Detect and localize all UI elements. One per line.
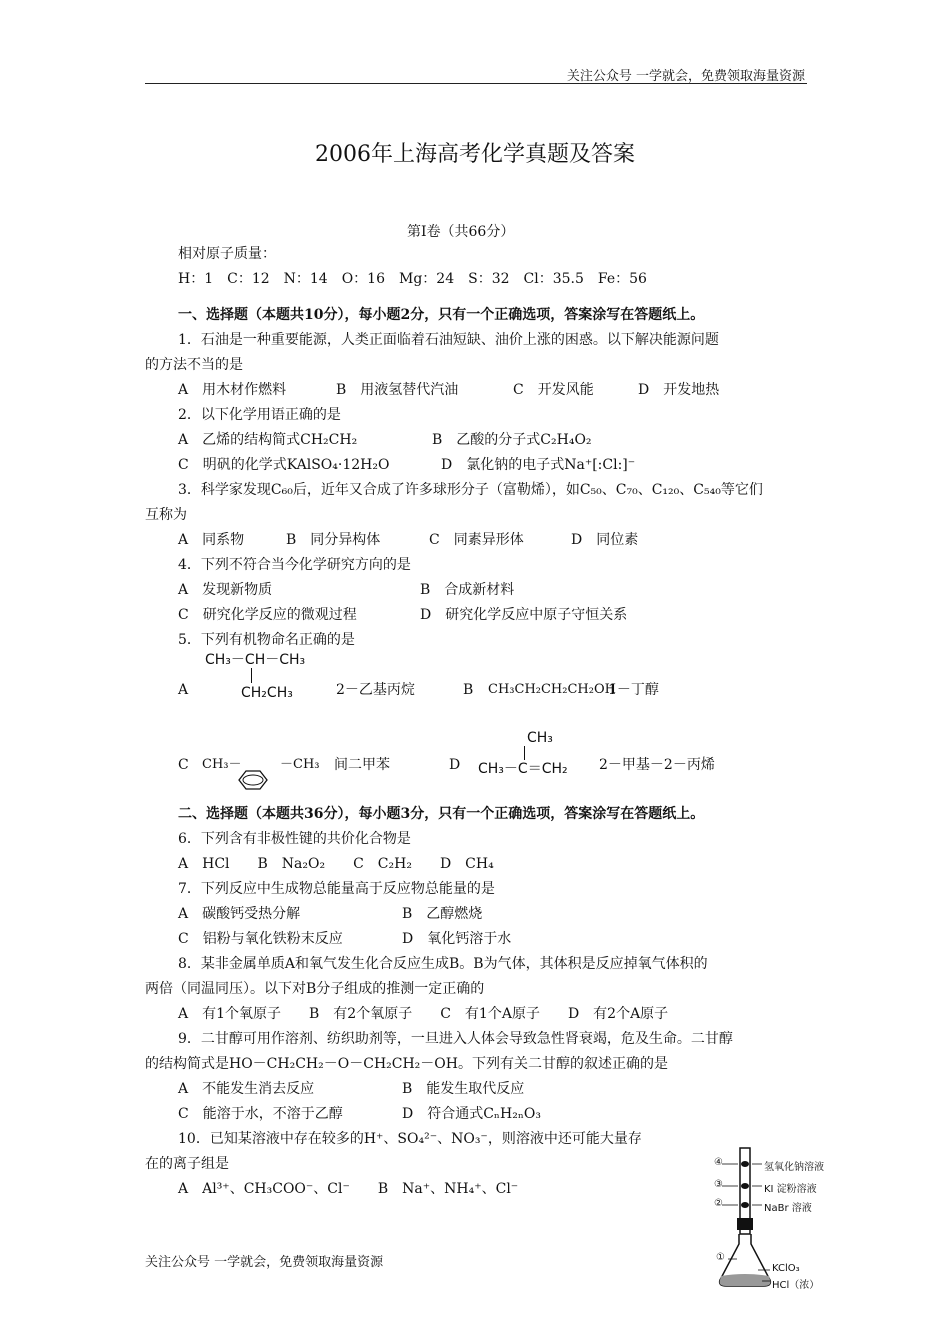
q4-option-c: C 研究化学反应的微观过程 — [178, 607, 357, 623]
diagram-label-1: ① — [716, 1252, 725, 1263]
q7-option-b: B 乙醇燃烧 — [402, 906, 483, 922]
q10-stem: 10．已知某溶液中存在较多的H⁺、SO₄²⁻、NO₃⁻，则溶液中还可能大量存 — [178, 1131, 642, 1147]
q5a-struct-top: CH₃－CH－CH₃ — [205, 652, 306, 668]
atomic-mass-values: H：1 C：12 N：14 O：16 Mg：24 S：32 Cl：35.5 Fe：56 — [178, 271, 647, 287]
q1-option-d: D 开发地热 — [638, 382, 720, 398]
q7-option-a: A 碳酸钙受热分解 — [178, 906, 301, 922]
q5-c-letter: C — [178, 757, 189, 773]
part2-heading: 二、选择题（本题共36分），每小题3分，只有一个正确选项，答案涂写在答题纸上。 — [178, 806, 705, 822]
page-title: 2006年上海高考化学真题及答案 — [315, 142, 635, 167]
q5-c-right: －CH₃ — [280, 757, 320, 772]
q9-stem: 9．二甘醇可用作溶剂、纺织助剂等，一旦进入人体会导致急性肾衰竭，危及生命。二甘醇 — [178, 1031, 733, 1047]
q5-b-formula: CH₃CH₂CH₂CH₂OH — [488, 682, 616, 697]
q5a-struct-bottom: CH₂CH₃ — [241, 685, 293, 701]
q6-stem: 6．下列含有非极性键的共价化合物是 — [178, 831, 411, 847]
q8-options: A 有1个氧原子 B 有2个氧原子 C 有1个A原子 D 有2个A原子 — [178, 1006, 669, 1022]
q1-stem-cont: 的方法不当的是 — [145, 357, 243, 373]
diagram-label-3: ③ — [714, 1179, 723, 1190]
q8-stem: 8．某非金属单质A和氧气发生化合反应生成B。B为气体，其体积是反应掉氧气体积的 — [178, 956, 708, 972]
q8-stem-cont: 两倍（同温同压）。以下对B分子组成的推测一定正确的 — [145, 981, 485, 997]
q4-stem: 4．下列不符合当今化学研究方向的是 — [178, 557, 411, 573]
q9-option-a: A 不能发生消去反应 — [178, 1081, 315, 1097]
q7-option-d: D 氧化钙溶于水 — [402, 931, 512, 947]
q5a-bond — [251, 668, 252, 683]
q2-option-a: A 乙烯的结构简式CH₂CH₂ — [178, 432, 358, 448]
q3-stem: 3．科学家发现C₆₀后，近年又合成了许多球形分子（富勒烯），如C₅₀、C₇₀、C₁₂₀、C₅₄₀等它们 — [178, 482, 763, 498]
q5d-bond — [524, 746, 525, 760]
q4-option-d: D 研究化学反应中原子守恒关系 — [420, 607, 628, 623]
benzene-ring — [233, 768, 273, 792]
q7-stem: 7．下列反应中生成物总能量高于反应物总能量的是 — [178, 881, 495, 897]
header-text: 关注公众号 一学就会，免费领取海量资源 — [566, 69, 805, 84]
q2-option-b: B 乙酸的分子式C₂H₄O₂ — [432, 432, 592, 448]
q5-b-name: 1－丁醇 — [608, 682, 659, 698]
q5-d-name: 2－甲基－2－丙烯 — [599, 757, 715, 773]
diagram-text-2: NaBr 溶液 — [764, 1203, 812, 1214]
q10-options: A Al³⁺、CH₃COO⁻、Cl⁻ B Na⁺、NH₄⁺、Cl⁻ — [178, 1181, 519, 1197]
q7-option-c: C 铝粉与氧化铁粉末反应 — [178, 931, 343, 947]
diagram-hcl: HCl（浓） — [772, 1280, 820, 1291]
q1-stem: 1．石油是一种重要能源，人类正面临着石油短缺、油价上涨的困惑。以下解决能源问题 — [178, 332, 719, 348]
q9-option-c: C 能溶于水，不溶于乙醇 — [178, 1106, 343, 1122]
q1-option-b: B 用液氢替代汽油 — [336, 382, 459, 398]
q5-d-letter: D — [449, 757, 461, 773]
q2-stem: 2．以下化学用语正确的是 — [178, 407, 341, 423]
page-footer: 关注公众号 一学就会，免费领取海量资源 — [145, 1255, 384, 1270]
q5-b-letter: B — [463, 682, 474, 698]
q2-option-d: D 氯化钠的电子式Na⁺[:Cl:]⁻ — [441, 457, 636, 473]
q2-option-c: C 明矾的化学式KAlSO₄·12H₂O — [178, 457, 390, 473]
q5-a-name: 2－乙基丙烷 — [336, 682, 415, 698]
q6-options: A HCl B Na₂O₂ C C₂H₂ D CH₄ — [178, 856, 494, 872]
q5d-struct-top: CH₃ — [527, 730, 553, 746]
q3-option-d: D 同位素 — [571, 532, 639, 548]
diagram-label-2: ② — [714, 1198, 723, 1209]
diagram-text-3: KI 淀粉溶液 — [764, 1184, 817, 1195]
q5d-struct-bottom: CH₃－C＝CH₂ — [478, 761, 568, 777]
q3-option-c: C 同素异形体 — [429, 532, 524, 548]
section-title: 第Ⅰ卷（共66分） — [407, 224, 515, 240]
q1-option-a: A 用木材作燃料 — [178, 382, 287, 398]
q4-option-b: B 合成新材料 — [420, 582, 515, 598]
q3-option-a: A 同系物 — [178, 532, 245, 548]
part1-heading: 一、选择题（本题共10分），每小题2分，只有一个正确选项，答案涂写在答题纸上。 — [178, 307, 705, 323]
q9-stem-cont: 的结构简式是HO－CH₂CH₂－O－CH₂CH₂－OH。下列有关二甘醇的叙述正确的是 — [145, 1056, 668, 1072]
diagram-text-4: 氢氧化钠溶液 — [764, 1162, 824, 1173]
diagram-label-4: ④ — [714, 1157, 723, 1168]
atomic-mass-label: 相对原子质量： — [178, 246, 276, 262]
q1-option-c: C 开发风能 — [513, 382, 594, 398]
q9-option-d: D 符合通式CₙH₂ₙO₃ — [402, 1106, 541, 1122]
q3-option-b: B 同分异构体 — [286, 532, 381, 548]
q5-a-letter: A — [178, 682, 189, 698]
q5-c-left: CH₃－ — [202, 757, 242, 772]
q3-stem-cont: 互称为 — [145, 507, 187, 523]
q4-option-a: A 发现新物质 — [178, 582, 273, 598]
q10-stem-cont: 在的离子组是 — [145, 1156, 229, 1172]
q5-c-name: 间二甲苯 — [334, 757, 390, 773]
diagram-kclo3: KClO₃ — [772, 1263, 800, 1274]
q9-option-b: B 能发生取代反应 — [402, 1081, 525, 1097]
page-header — [145, 64, 807, 84]
q5-stem: 5．下列有机物命名正确的是 — [178, 632, 355, 648]
